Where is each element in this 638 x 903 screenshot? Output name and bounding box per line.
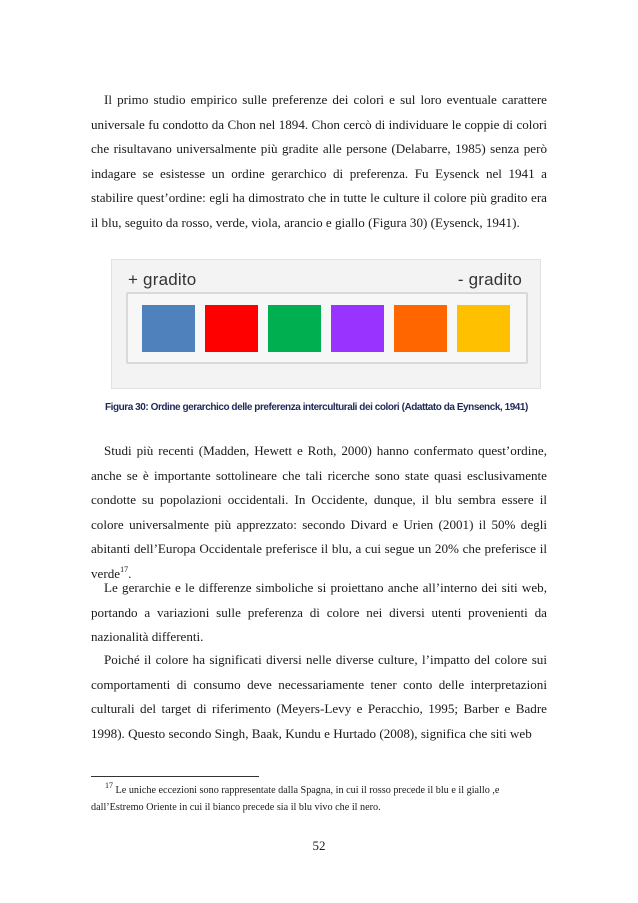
figure-caption: Figura 30: Ordine gerarchico delle preferenza interculturali dei colori (Adattato da Eynsenck, 1941) — [105, 402, 528, 413]
figure-label-less-liked: - gradito — [457, 270, 522, 289]
footnote — [91, 782, 547, 816]
color-swatch-rosso — [205, 305, 258, 352]
footnote-reference: 17 — [120, 564, 129, 574]
footnote-separator — [91, 776, 259, 777]
paragraph-4: Poiché il colore ha significati diversi nelle diverse culture, l’impatto del colore sui comportamenti di consumo deve necessariamente tener conto delle interpretazioni culturali del target di riferimento (Meyers-Levy e Peracchio, 1995; Barber e Badre 1998). Questo secondo Singh, Baak, Kundu e Hurtado (2008), significa che siti web — [91, 652, 547, 741]
paragraph-2-text: Studi più recenti (Madden, Hewett e Roth, 2000) hanno confermato quest’ordine, anche se è importante sottolineare che tali ricerche sono state quasi esclusivamente condotte su popolazioni occidentali. In Occidente, dunque, il blu sembra essere il colore universalmente più apprezzato: secondo Divard e Urien (2001) il 50% degli abitanti dell’Europa Occidentale preferisce il blu, a cui segue un 20% che preferisce il verde — [91, 443, 547, 581]
footnote-text-1: Le uniche eccezioni sono rappresentate dalla Spagna, in cui il rosso precede il blu e il giallo ,e — [115, 785, 500, 796]
footnote-marker: 17 — [105, 780, 113, 790]
paragraph-1: Il primo studio empirico sulle preferenze dei colori e sul loro eventuale carattere universale fu condotto da Chon nel 1894. Chon cercò di individuare le coppie di colori che risultavano universalmente più gradite alle persone (Delabarre, 1985) senza però indagare se esistesse un ordine gerarchico di preferenza. Fu Eysenck nel 1941 a stabilire quest’ordine: egli ha dimostrato che in tutte le culture il colore più gradito era il blu, seguito da rosso, verde, viola, arancio e giallo (Figura 30) (Eysenck, 1941). — [91, 92, 547, 230]
footnote-line-1 — [91, 782, 547, 799]
color-swatch-giallo — [457, 305, 510, 352]
footnote-line-2: dall’Estremo Oriente in cui il bianco precede sia il blu vivo che il nero. — [91, 802, 381, 813]
paragraph-2 — [91, 439, 547, 587]
paragraph-2-end: . — [128, 565, 132, 581]
paragraph-3: Le gerarchie e le differenze simboliche si proiettano anche all’interno dei siti web, portando a variazioni sulle preferenza di colore nei diversi utenti provenienti da nazionalità differenti. — [91, 580, 547, 645]
color-swatch-verde — [268, 305, 321, 352]
figure-label-more-liked: + gradito — [128, 270, 197, 289]
color-swatch-arancio — [394, 305, 447, 352]
color-swatch-blu — [142, 305, 195, 352]
figure-color-preference — [111, 259, 541, 389]
color-swatch-viola — [331, 305, 384, 352]
page-number: 52 — [312, 838, 326, 853]
